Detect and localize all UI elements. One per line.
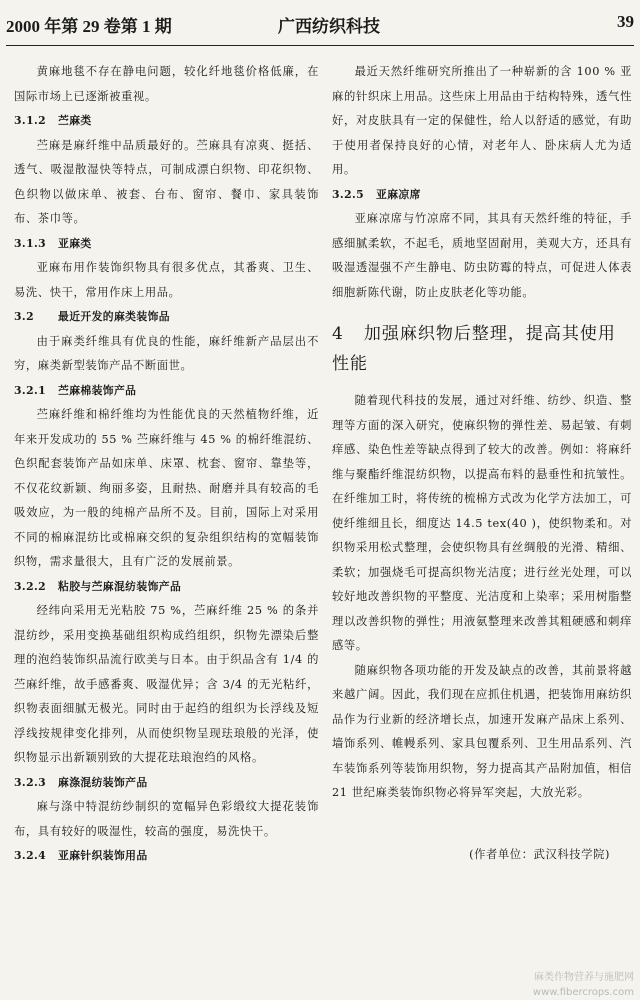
right-column bbox=[332, 60, 632, 862]
left-column bbox=[14, 60, 319, 869]
body-paragraph: 随着现代科技的发展，通过对纤维、纺纱、织造、整理等方面的深入研究，使麻织物的弹性差、易起皱、有刺痒感、染色性差等缺点得到了较大的改善。例如：将麻纤维与聚酯纤维混纺织物，以提高布料的悬垂性和抗皱性。在纤维加工时，将传统的梳棉方式改为化学方法加工，可使纤维细且长，细度达 14.5 tex(40 )，使织物柔和。对织物采用松式整理，会使织物具有丝绸般的光滑、精细、柔软；加强烧毛可提高织物光洁度；进行丝光处理，可以较好地改善织物的平整度、光洁度和上染率；采用树脂整理以改善织物的弹性；用液氨整理来改善其粗硬感和刺痒感等。 bbox=[332, 394, 632, 652]
subsection-title: 粘胶与苎麻混纺装饰产品 bbox=[58, 579, 182, 593]
body-paragraph: 由于麻类纤维具有优良的性能，麻纤维新产品层出不穷，麻类新型装饰产品不断面世。 bbox=[14, 334, 319, 372]
body-paragraph: 随麻织物各项功能的开发及缺点的改善，其前景将越来越广阔。因此，我们现在应抓住机遇，把装饰用麻纺织品作为行业新的经济增长点，加速开发麻产品床上系列、墙饰系列、帷幔系列、家具包覆系列、卫生用品系列、汽车装饰系列等装饰用织物，努力提高其产品附加值，相信 21 世纪麻类装饰织物必将异军突起，大放光彩。 bbox=[332, 663, 632, 799]
section-title: 加强麻织物后整理，提高其使用性能 bbox=[332, 324, 616, 374]
body-paragraph: 苎麻纤维和棉纤维均为性能优良的天然植物纤维，近年来开发成功的 55 % 苎麻纤维与 45 % 的棉纤维混纺、色织配套装饰产品如床单、床罩、枕套、窗帘、靠垫等，不仅花纹新颖、绚丽多姿，且耐热、耐磨并具有较高的毛吸效应，为一般的纯棉产品所不及。目前，国际上对采用不同的棉麻混纺比或棉麻交织的复杂组织结构的宽幅装饰织物，需求量很大，且有广泛的发展前景。 bbox=[14, 408, 320, 568]
subsection-number: 3.1.2 bbox=[14, 114, 47, 127]
subsection-title: 亚麻凉席 bbox=[376, 187, 421, 201]
subsection-heading bbox=[14, 305, 319, 330]
subsection-number: 3.2.1 bbox=[14, 383, 47, 397]
section-heading bbox=[332, 319, 632, 379]
subsection-number: 3.2.5 bbox=[332, 187, 365, 201]
page-header bbox=[6, 0, 634, 46]
subsection-heading bbox=[14, 844, 319, 869]
watermark-url: www.fibercrops.com bbox=[532, 987, 634, 998]
subsection-number: 3.2.2 bbox=[14, 579, 47, 593]
body-paragraph: 最近天然纤维研究所推出了一种崭新的含 100 % 亚麻的针织床上用品。这些床上用品由于结构特殊，透气性好，对皮肤具有一定的保健性，给人以舒适的感觉，有助于使用者保持良好的心情，对老年人、卧床病人尤为适用。 bbox=[332, 65, 632, 176]
subsection-title: 苎麻类 bbox=[58, 114, 92, 127]
subsection-title: 苎麻棉装饰产品 bbox=[58, 383, 137, 397]
body-paragraph: 苎麻是麻纤维中品质最好的。苎麻具有凉爽、挺括、透气、吸湿散湿快等特点，可制成漂白织物、印花织物、色织物以做床单、被套、台布、窗帘、餐巾、家具装饰布、茶巾等。 bbox=[14, 138, 319, 225]
section-number: 4 bbox=[332, 324, 344, 344]
journal-title: 广西纺织科技 bbox=[278, 17, 380, 36]
subsection-title: 最近开发的麻类装饰品 bbox=[58, 310, 170, 323]
subsection-title: 亚麻针织装饰用品 bbox=[58, 849, 148, 862]
body-paragraph: 麻与涤中特混纺纱制织的宽幅异色彩缎纹大提花装饰布，具有较好的吸湿性，较高的强度，易洗快干。 bbox=[14, 800, 319, 838]
site-watermark bbox=[0, 970, 634, 1000]
body-paragraph: 亚麻布用作装饰织物具有很多优点，其番爽、卫生、易洗、快干，常用作床上用品。 bbox=[14, 261, 319, 299]
subsection-heading bbox=[332, 183, 632, 208]
subsection-number: 3.1.3 bbox=[14, 236, 47, 250]
subsection-number: 3.2.4 bbox=[14, 849, 47, 862]
watermark-site-name: 麻类作物营养与施肥网 bbox=[534, 972, 634, 983]
subsection-heading bbox=[14, 771, 319, 796]
subsection-number: 3.2.3 bbox=[14, 775, 47, 789]
subsection-title: 亚麻类 bbox=[58, 236, 92, 250]
page-number: 39 bbox=[617, 12, 634, 31]
subsection-heading bbox=[14, 109, 319, 134]
subsection-number: 3.2 bbox=[14, 310, 34, 323]
issue-info: 2000 年第 29 卷第 1 期 bbox=[6, 17, 172, 36]
body-paragraph: 黄麻地毯不存在静电问题，较化纤地毯价格低廉，在国际市场上已逐渐被重视。 bbox=[14, 65, 319, 103]
author-affiliation: (作者单位：武汉科技学院) bbox=[469, 847, 610, 861]
subsection-heading bbox=[14, 379, 319, 404]
body-paragraph: 亚麻凉席与竹凉席不同，其具有天然纤维的特征，手感细腻柔软，不起毛，质地坚固耐用，美观大方，还具有吸湿透湿强不产生静电、防虫防霉的特点，可促进人体表细胞新陈代谢，防止皮肤老化等功能。 bbox=[332, 212, 632, 299]
subsection-title: 麻涤混纺装饰产品 bbox=[58, 775, 148, 789]
body-paragraph: 经纬向采用无光粘胶 75 %，苎麻纤维 25 % 的条并混纺纱，采用变换基础组织构成绉组织，织物先漂染后整理的泡绉装饰织品流行欧美与日本。由于织品含有 1/4 的苎麻纤维，故手感番爽、吸湿优异；含 3/4 的无光粘纤，织物表面细腻无极光。同时由于起绉的组织为长浮线及短浮线按规律变化排列，从而使织物呈现珐琅般的光泽，使织物显示出新颖别致的大提花珐琅泡绉的风格。 bbox=[14, 604, 319, 764]
subsection-heading bbox=[14, 232, 319, 257]
subsection-heading bbox=[14, 575, 319, 600]
